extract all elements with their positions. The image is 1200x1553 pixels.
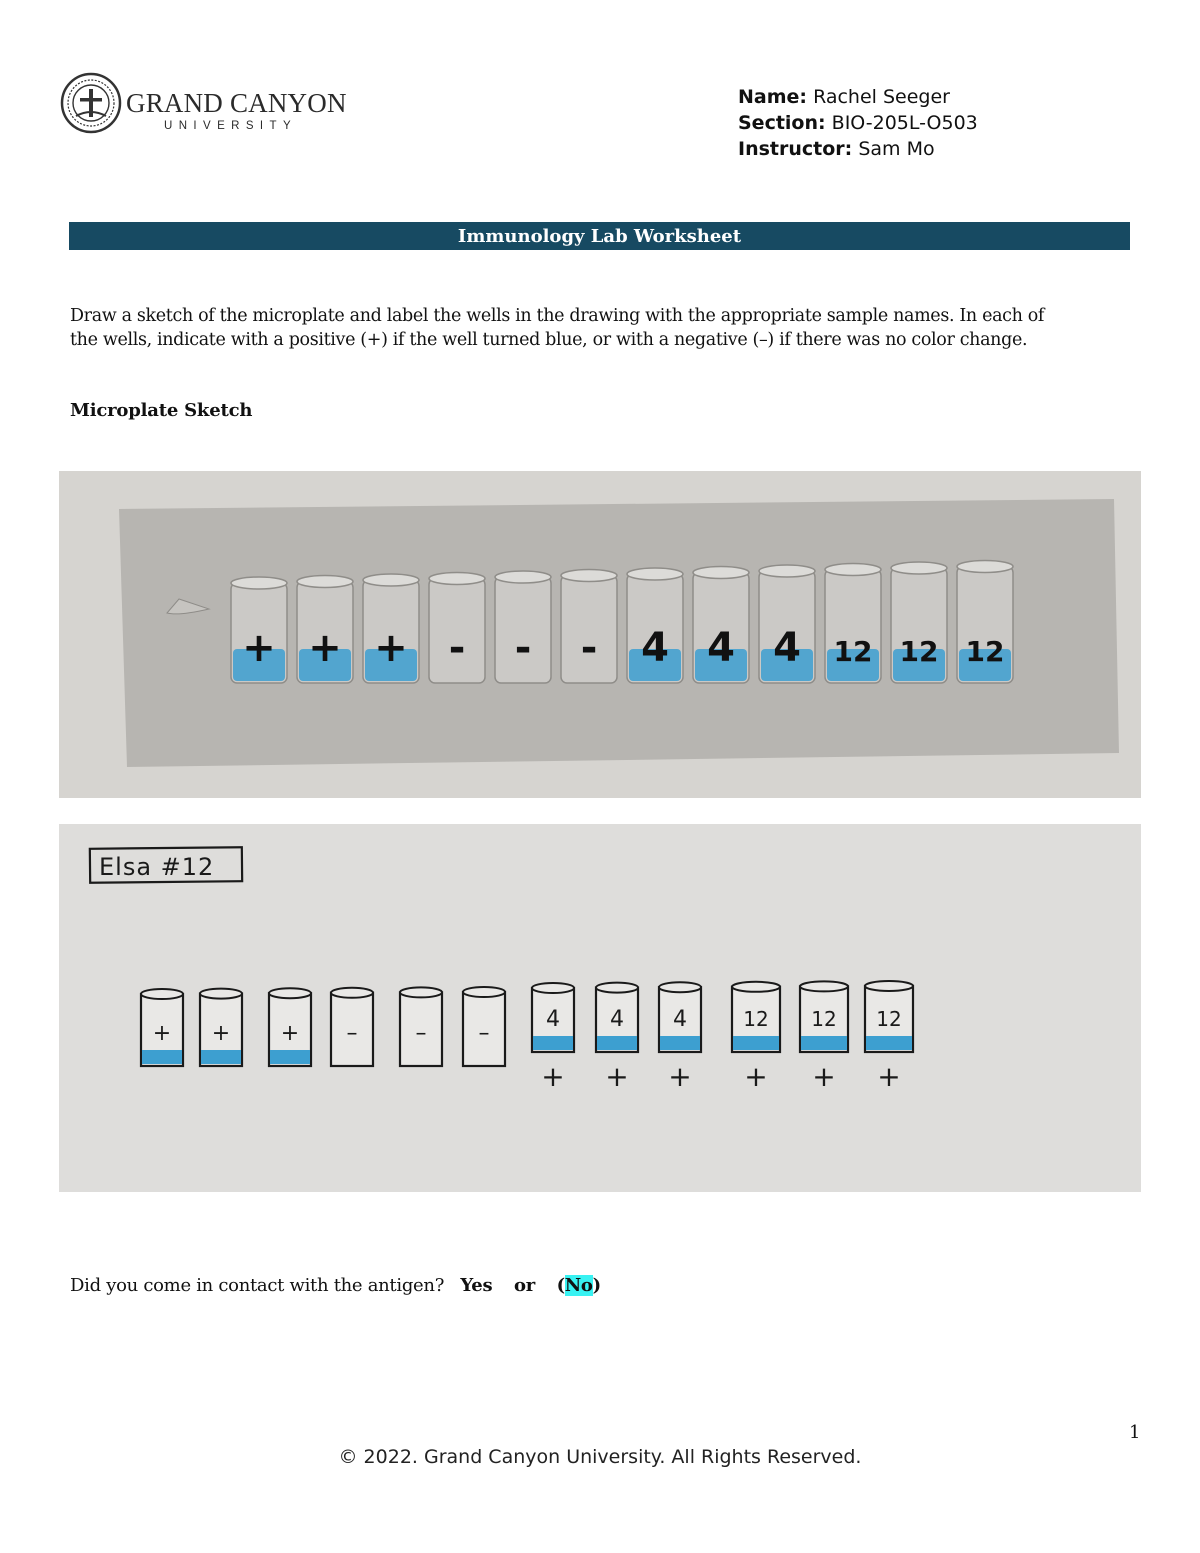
- answer-or: or: [513, 1275, 535, 1296]
- photo-well: [693, 567, 749, 684]
- sketch-well-label: –: [478, 1021, 490, 1046]
- student-info: [738, 84, 978, 162]
- instructor-line: [738, 136, 978, 162]
- photo-well-label: 4: [707, 625, 735, 671]
- sketch-well-label: 4: [546, 1007, 560, 1032]
- name-value: Rachel Seeger: [813, 86, 950, 108]
- sketch-well: [532, 983, 574, 1093]
- photo-well-label: +: [374, 625, 408, 671]
- photo-well: [429, 573, 485, 684]
- university-logo: [60, 72, 350, 136]
- photo-well-label: -: [514, 625, 532, 671]
- photo-well-label: 4: [641, 625, 669, 671]
- sketch-well: [732, 982, 780, 1093]
- university-seal-icon: [60, 72, 122, 134]
- instructor-label: Instructor:: [738, 138, 853, 160]
- sketch-well: [331, 988, 373, 1066]
- instructions-text: Draw a sketch of the microplate and label the wells in the drawing with the appropriate sample names. In each of the wells, indicate with a positive (+) if the well turned blue, or with a negative (–) if there was no color change.: [70, 306, 1045, 350]
- answer-open-paren: (: [556, 1275, 565, 1296]
- sketch-well-label: 12: [811, 1007, 837, 1031]
- photo-well-label: 12: [833, 635, 873, 668]
- sketch-well-label: –: [415, 1021, 427, 1046]
- sketch-well-result: +: [877, 1060, 901, 1093]
- photo-well-label: -: [580, 625, 598, 671]
- photo-well: [957, 561, 1013, 684]
- sketch-well-label: +: [280, 1021, 300, 1046]
- microplate-photo: [59, 471, 1141, 798]
- photo-well: [495, 571, 551, 683]
- name-line: [738, 84, 978, 110]
- sketch-well: [141, 989, 183, 1066]
- sketch-well: [269, 988, 311, 1066]
- photo-well-label: 4: [773, 625, 801, 671]
- photo-well-label: +: [242, 625, 276, 671]
- instructor-value: Sam Mo: [858, 138, 935, 160]
- name-label: Name:: [738, 86, 808, 108]
- sketch-well-label: 12: [743, 1007, 769, 1031]
- photo-well: [231, 577, 287, 683]
- sketch-well-label: +: [152, 1021, 172, 1046]
- photo-well-label: 12: [965, 635, 1005, 668]
- antigen-question: [70, 1275, 601, 1296]
- question-text: Did you come in contact with the antigen?: [70, 1275, 445, 1296]
- sketch-well-label: 4: [610, 1007, 624, 1032]
- sketch-well-label: 4: [673, 1007, 687, 1032]
- logo-subtitle: UNIVERSITY: [164, 120, 298, 132]
- sketch-well-result: +: [744, 1060, 768, 1093]
- microplate-sketch: [59, 824, 1141, 1192]
- photo-well: [825, 564, 881, 684]
- answer-yes: Yes: [460, 1275, 493, 1296]
- photo-well-label: 12: [899, 635, 939, 668]
- sketch-label-text: Elsa #12: [99, 853, 215, 881]
- photo-well: [363, 574, 419, 683]
- sketch-well-result: +: [605, 1060, 629, 1093]
- sketch-well: [400, 987, 442, 1066]
- sketch-well-result: +: [812, 1060, 836, 1093]
- photo-well-label: +: [308, 625, 342, 671]
- section-line: [738, 110, 978, 136]
- photo-well-label: -: [448, 625, 466, 671]
- section-value: BIO-205L-O503: [831, 112, 978, 134]
- photo-well: [759, 565, 815, 683]
- logo-wordmark: GRAND CANYON: [126, 88, 347, 118]
- sketch-well-label: 12: [876, 1007, 902, 1031]
- photo-well: [297, 576, 353, 684]
- worksheet-title: Immunology Lab Worksheet: [69, 222, 1130, 250]
- sketch-well: [200, 989, 242, 1066]
- sketch-well: [659, 982, 701, 1093]
- page-number: 1: [1129, 1422, 1141, 1443]
- photo-well: [891, 562, 947, 683]
- microplate-photo-drawing: [59, 471, 1141, 798]
- sketch-well: [596, 983, 638, 1093]
- section-label: Section:: [738, 112, 826, 134]
- sketch-well-label: –: [346, 1021, 358, 1046]
- copyright-footer: © 2022. Grand Canyon University. All Rights Reserved.: [338, 1446, 862, 1468]
- sketch-well-label: +: [211, 1021, 231, 1046]
- sketch-well: [463, 987, 505, 1066]
- sketch-well-result: +: [541, 1060, 565, 1093]
- sketch-well: [800, 981, 848, 1093]
- microplate-sketch-heading: Microplate Sketch: [70, 400, 253, 421]
- answer-no-selected: No: [564, 1275, 593, 1296]
- answer-close-paren: ): [592, 1275, 601, 1296]
- photo-well: [561, 570, 617, 684]
- sketch-well-result: +: [668, 1060, 692, 1093]
- microplate-sketch-drawing: [59, 824, 1141, 1192]
- sketch-well: [865, 981, 913, 1093]
- photo-well: [627, 568, 683, 683]
